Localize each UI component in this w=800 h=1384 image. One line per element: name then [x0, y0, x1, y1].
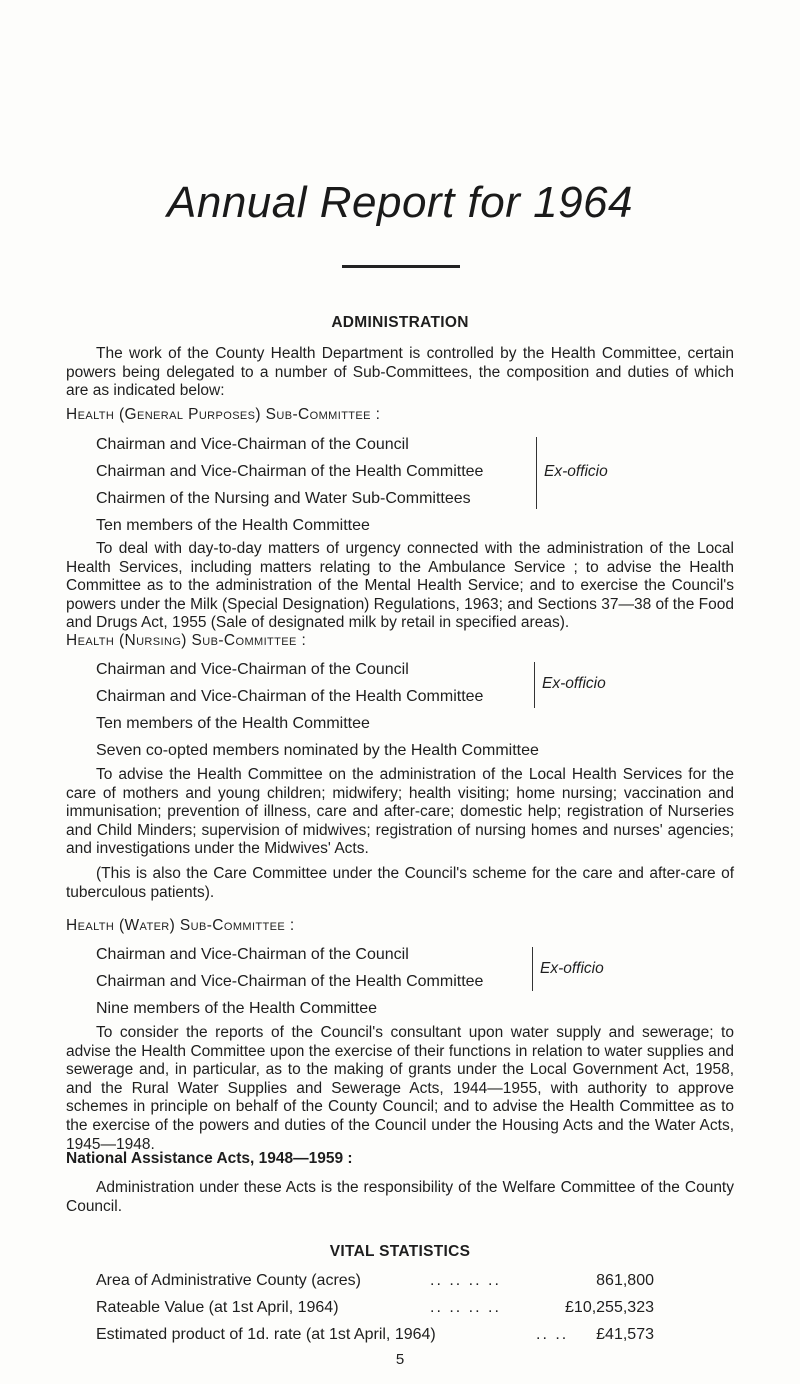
stat-value-rate-product: £41,573	[596, 1326, 654, 1343]
nursing-duties-paragraph: To advise the Health Committee on the administration of the Local Health Services for the care of mothers and young children; midwifery; health visiting; home nursing; vaccination and immunisation; prevention of illness, care and after-care; domestic help; registration of Nurseries and Child Minders; supervision of midwives; registration of nursing homes and nurses' agencies; and investigations under the Midwives' Acts.	[66, 766, 734, 858]
nursing-brace	[534, 662, 539, 708]
stat-dots-area: .. .. .. ..	[430, 1272, 501, 1289]
nursing-member-1: Chairman and Vice-Chairman of the Council	[96, 661, 409, 678]
stat-label-rateable: Rateable Value (at 1st April, 1964)	[96, 1299, 339, 1316]
page-number: 5	[395, 1351, 405, 1368]
water-member-3: Nine members of the Health Committee	[96, 1000, 377, 1017]
stat-label-area: Area of Administrative County (acres)	[96, 1272, 361, 1289]
water-member-2: Chairman and Vice-Chairman of the Health Committee	[96, 973, 484, 990]
section-heading-administration: ADMINISTRATION	[331, 314, 469, 331]
water-heading: Health (Water) Sub-Committee :	[66, 917, 295, 934]
nursing-member-4: Seven co-opted members nominated by the Health Committee	[96, 742, 539, 759]
intro-paragraph: The work of the County Health Department is controlled by the Health Committee, certain powers being delegated to a number of Sub-Committees, the composition and duties of which are as indicated below:	[66, 345, 734, 400]
water-member-1: Chairman and Vice-Chairman of the Council	[96, 946, 409, 963]
stat-value-rateable: £10,255,323	[565, 1299, 654, 1316]
water-brace	[532, 947, 537, 991]
gp-member-2: Chairman and Vice-Chairman of the Health Committee	[96, 463, 484, 480]
national-assistance-heading: National Assistance Acts, 1948—1959 :	[66, 1150, 353, 1167]
gp-brace	[536, 437, 541, 509]
stat-dots-rateable: .. .. .. ..	[430, 1299, 501, 1316]
water-ex-officio: Ex-officio	[540, 960, 604, 977]
nursing-heading: Health (Nursing) Sub-Committee :	[66, 632, 307, 649]
nursing-member-2: Chairman and Vice-Chairman of the Health Committee	[96, 688, 484, 705]
stat-value-area: 861,800	[596, 1272, 654, 1289]
national-assistance-paragraph: Administration under these Acts is the responsibility of the Welfare Committee of the County Council.	[66, 1179, 734, 1215]
gp-member-1: Chairman and Vice-Chairman of the Council	[96, 436, 409, 453]
gp-member-4: Ten members of the Health Committee	[96, 517, 370, 534]
gp-duties-paragraph: To deal with day-to-day matters of urgency connected with the administration of the Local Health Services, including matters relating to the Ambulance Service ; to advise the Health Committee as to the administration of the Mental Health Service; and to exercise the Council's powers under the Milk (Special Designation) Regulations, 1963; and Sections 37—38 of the Food and Drugs Act, 1955 (Sale of designated milk by retail in specified areas).	[66, 540, 734, 632]
nursing-ex-officio: Ex-officio	[542, 675, 606, 692]
gp-member-3: Chairmen of the Nursing and Water Sub-Committees	[96, 490, 471, 507]
water-duties-paragraph: To consider the reports of the Council's consultant upon water supply and sewerage; to advise the Health Committee upon the exercise of their functions in relation to water supplies and sewerage and, in particular, as to the making of grants under the Local Government Act, 1958, and the Rural Water Supplies and Sewerage Acts, 1944—1955, with authority to approve schemes in principle on behalf of the County Council; and to advise the Health Committee as to the exercise of the powers and duties of the Council under the Housing Acts and the Water Acts, 1945—1948.	[66, 1024, 734, 1153]
stat-dots-rate-product: .. ..	[536, 1326, 569, 1343]
nursing-note-paragraph: (This is also the Care Committee under the Council's scheme for the care and after-care of tuberculous patients).	[66, 865, 734, 901]
nursing-member-3: Ten members of the Health Committee	[96, 715, 370, 732]
title-rule	[342, 265, 460, 268]
gp-ex-officio: Ex-officio	[544, 463, 608, 480]
vital-statistics-heading: VITAL STATISTICS	[329, 1243, 471, 1260]
stat-label-rate-product: Estimated product of 1d. rate (at 1st April, 1964)	[96, 1326, 436, 1343]
general-purposes-heading: Health (General Purposes) Sub-Committee :	[66, 406, 381, 423]
report-title: Annual Report for 1964	[167, 178, 633, 227]
